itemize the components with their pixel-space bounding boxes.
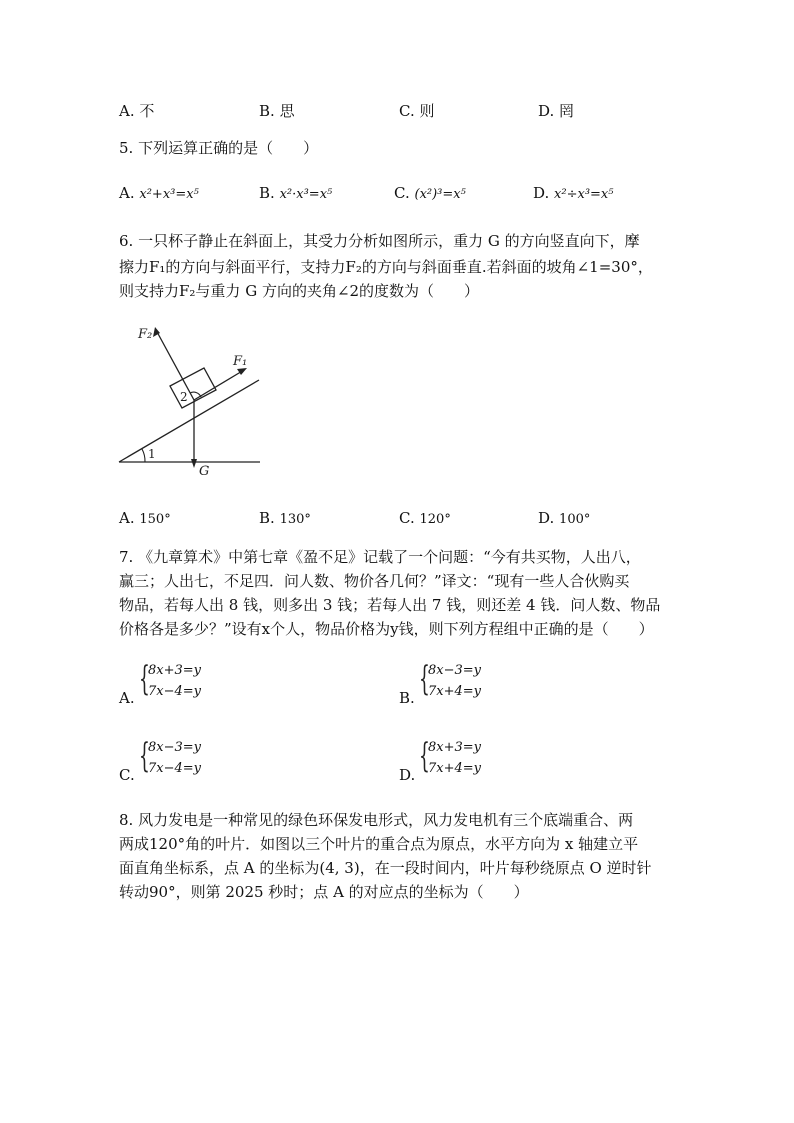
q7-option-c-letter: C. bbox=[119, 766, 135, 784]
q4-option-c: C. 则 bbox=[399, 102, 435, 120]
q4-option-d: D. 罔 bbox=[538, 102, 575, 120]
q7-option-a-brace: { bbox=[139, 659, 150, 699]
label-f2: F₂ bbox=[138, 327, 153, 342]
q6-option-c: C. 120° bbox=[399, 509, 451, 527]
f1-arrow bbox=[194, 370, 244, 400]
q7-option-b-brace: { bbox=[419, 659, 430, 699]
label-angle-1: 1 bbox=[148, 447, 156, 461]
q6-line-3: 则支持力F₂与重力 G 方向的夹角∠2的度数为（ ） bbox=[119, 282, 480, 300]
q7-option-b-system bbox=[428, 660, 481, 702]
q7-line-3: 物品，若每人出 8 钱，则多出 3 钱；若每人出 7 钱，则还差 4 钱．问人数、物品 bbox=[119, 596, 661, 614]
q6-option-b: B. 130° bbox=[259, 509, 311, 527]
gravity-arrowhead bbox=[191, 459, 197, 468]
q5-stem: 5. 下列运算正确的是（ ） bbox=[119, 139, 319, 157]
q7-option-c-brace: { bbox=[139, 736, 150, 776]
q7-option-a-eq1: 8x+3=y bbox=[148, 663, 202, 678]
q7-option-b-eq1: 8x−3=y bbox=[428, 663, 482, 678]
q6-option-a: A. 150° bbox=[119, 509, 171, 527]
q7-option-a-letter: A. bbox=[119, 689, 135, 707]
q6-option-d: D. 100° bbox=[538, 509, 591, 527]
angle-1-arc bbox=[142, 449, 145, 462]
incline-line bbox=[119, 380, 259, 462]
q5-option-b: B. x²·x³=x⁵ bbox=[259, 184, 333, 202]
q7-option-d-brace: { bbox=[419, 736, 430, 776]
q7-option-a-eq2: 7x−4=y bbox=[148, 684, 202, 699]
q7-option-b-letter: B. bbox=[399, 689, 415, 707]
q5-option-a: A. x²+x³=x⁵ bbox=[119, 184, 199, 202]
q7-line-1: 7. 《九章算术》中第七章《盈不足》记载了一个问题：“今有共买物，人出八， bbox=[119, 548, 641, 566]
label-angle-2: 2 bbox=[180, 390, 188, 404]
q8-line-3: 面直角坐标系，点 A 的坐标为(4, 3)，在一段时间内，叶片每秒绕原点 O 逆时针 bbox=[119, 859, 652, 877]
label-g: G bbox=[199, 464, 210, 479]
force-diagram bbox=[110, 318, 275, 483]
q8-line-1: 8. 风力发电是一种常见的绿色环保发电形式，风力发电机有三个底端重合、两 bbox=[119, 811, 634, 829]
q7-option-d-eq2: 7x+4=y bbox=[428, 761, 482, 776]
q7-option-c-eq1: 8x−3=y bbox=[148, 740, 202, 755]
q7-line-2: 赢三；人出七，不足四．问人数、物价各几何？”译文：“现有一些人合伙购买 bbox=[119, 572, 630, 590]
q5-option-c: C. (x²)³=x⁵ bbox=[394, 184, 466, 202]
q6-line-1: 6. 一只杯子静止在斜面上，其受力分析如图所示，重力 G 的方向竖直向下，摩 bbox=[119, 232, 640, 250]
cup-box bbox=[170, 368, 216, 408]
q7-option-d-system bbox=[428, 737, 481, 779]
q6-line-2: 擦力F₁的方向与斜面平行，支持力F₂的方向与斜面垂直.若斜面的坡角∠1=30°， bbox=[119, 258, 653, 276]
q7-option-b-eq2: 7x+4=y bbox=[428, 684, 482, 699]
q4-option-a: A. 不 bbox=[119, 102, 155, 120]
q7-option-d-eq1: 8x+3=y bbox=[428, 740, 482, 755]
q7-option-a-system bbox=[148, 660, 201, 702]
q5-option-d: D. x²÷x³=x⁵ bbox=[533, 184, 614, 202]
q7-option-c-system bbox=[148, 737, 201, 779]
q7-line-4: 价格各是多少？”设有x个人，物品价格为y钱，则下列方程组中正确的是（ ） bbox=[119, 620, 654, 638]
q7-option-c-eq2: 7x−4=y bbox=[148, 761, 202, 776]
f2-arrow bbox=[156, 330, 194, 400]
label-f1: F₁ bbox=[233, 354, 248, 369]
q7-option-d-letter: D. bbox=[399, 766, 416, 784]
q4-option-b: B. 思 bbox=[259, 102, 295, 120]
q8-line-4: 转动90°，则第 2025 秒时；点 A 的对应点的坐标为（ ） bbox=[119, 883, 529, 901]
q8-line-2: 两成120°角的叶片．如图以三个叶片的重合点为原点，水平方向为 x 轴建立平 bbox=[119, 835, 639, 853]
